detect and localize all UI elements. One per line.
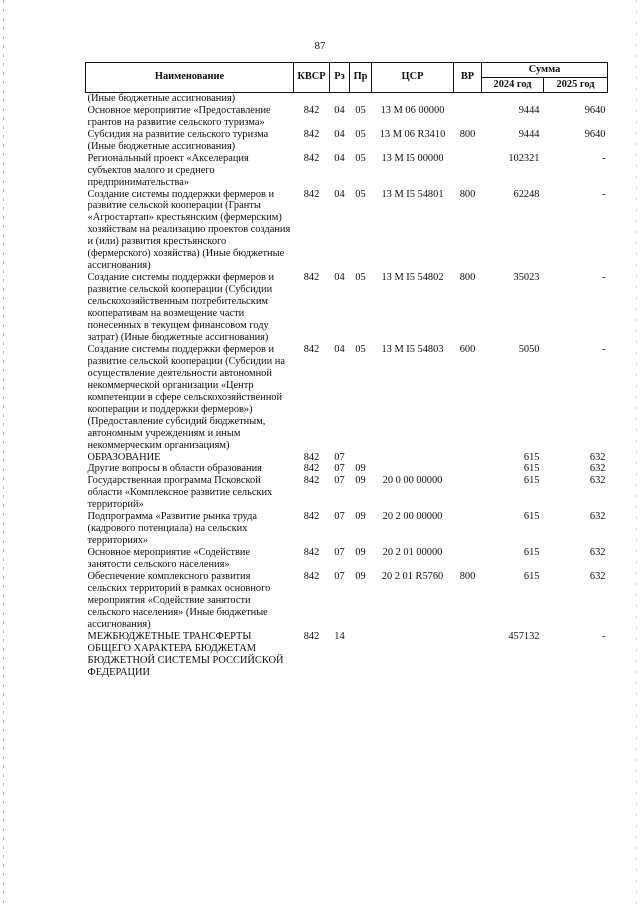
row-sum-2025: 632 (589, 547, 606, 559)
header-vr: ВР (454, 63, 482, 93)
row-csr (372, 463, 454, 475)
row-pr: 09 (355, 511, 366, 523)
row-sum-2025: 632 (589, 571, 606, 583)
row-name: (Иные бюджетные ассигнования) (87, 92, 236, 104)
row-name: Основное мероприятие «Содействие занятости сельского населения» (87, 547, 251, 571)
row-rz: 04 (334, 128, 345, 140)
row-sum-2024: 615 (523, 463, 540, 475)
row-name: ОБРАЗОВАНИЕ (87, 451, 161, 463)
row-csr: 13 М I5 54803 (381, 343, 444, 355)
row-pr: 09 (355, 547, 366, 559)
table-row (86, 631, 608, 679)
row-rz: 07 (334, 571, 345, 583)
row-sum-2024: 35023 (513, 272, 540, 284)
row-kvsr: 842 (303, 188, 320, 200)
row-kvsr: 842 (303, 104, 320, 116)
row-sum-2024: 615 (523, 547, 540, 559)
row-pr: 05 (355, 152, 366, 164)
row-vr (454, 105, 482, 129)
table-row (86, 189, 608, 273)
row-vr: 800 (459, 272, 476, 284)
row-kvsr: 842 (303, 571, 320, 583)
table-row (86, 511, 608, 547)
row-csr: 13 М 06 00000 (380, 104, 445, 116)
row-name: Подпрограмма «Развитие рынка труда (кадрового потенциала) на сельских территориях» (87, 511, 257, 547)
row-kvsr: 842 (303, 128, 320, 140)
row-vr (454, 631, 482, 679)
row-sum-2025: - (602, 630, 606, 642)
row-kvsr: 842 (303, 630, 320, 642)
row-name: Субсидия на развитие сельского туризма (Иные бюджетные ассигнования) (87, 128, 269, 152)
row-rz: 07 (334, 451, 345, 463)
table-row (86, 475, 608, 511)
row-name: Создание системы поддержки фермеров и развитие сельской кооперации (Субсидии на осуществление деятельности автономной некоммерческой организации «Центр компетенции в сфере сельскохозяйственной кооперации и поддержки фермеров») (Предоставление субсидий бюджетным, автономным учреждениям и иным некоммерческим организациям) (87, 343, 285, 451)
row-name: Создание системы поддержки фермеров и развитие сельской кооперации (Гранты «Агростартап» крестьянским (фермерским) хозяйствам на реализацию проектов создания и (или) развития крестьянского (фермерского) хозяйства) (Иные бюджетные ассигнования) (87, 188, 291, 272)
row-vr: 800 (459, 188, 476, 200)
table-body (86, 92, 608, 678)
row-sum-2024: 615 (523, 571, 540, 583)
row-sum-2025 (544, 92, 608, 104)
row-sum-2025: 632 (589, 451, 606, 463)
row-rz: 07 (334, 475, 345, 487)
row-csr: 13 М 06 R3410 (379, 128, 446, 140)
row-kvsr: 842 (303, 475, 320, 487)
row-kvsr (294, 92, 330, 104)
row-pr: 09 (355, 463, 366, 475)
row-name: Создание системы поддержки фермеров и развитие сельской кооперации (Субсидии сельскохозяйственным потребительским кооперативам на возмещение части понесенных в текущем финансовом году затрат) (Иные бюджетные ассигнования) (87, 272, 275, 343)
row-pr (350, 452, 372, 464)
table-row (86, 272, 608, 344)
row-pr: 05 (355, 188, 366, 200)
row-vr: 800 (459, 571, 476, 583)
scan-edge-right (636, 0, 637, 905)
row-vr (454, 153, 482, 189)
row-sum-2025: 9640 (584, 128, 606, 140)
table-row (86, 463, 608, 475)
budget-table (85, 62, 608, 679)
row-vr (454, 475, 482, 511)
row-name: Основное мероприятие «Предоставление грантов на развитие сельского туризма» (87, 104, 271, 128)
row-sum-2024: 615 (523, 511, 540, 523)
row-kvsr: 842 (303, 152, 320, 164)
row-rz: 07 (334, 463, 345, 475)
row-kvsr: 842 (303, 463, 320, 475)
row-pr: 09 (355, 571, 366, 583)
row-vr: 600 (459, 343, 476, 355)
header-year-2024: 2024 год (482, 77, 544, 92)
row-rz: 07 (334, 511, 345, 523)
row-sum-2024: 615 (523, 475, 540, 487)
row-sum-2024: 457132 (508, 630, 540, 642)
row-kvsr: 842 (303, 511, 320, 523)
row-vr: 800 (459, 128, 476, 140)
row-sum-2024: 5050 (518, 343, 540, 355)
row-csr: 20 0 00 00000 (382, 475, 443, 487)
row-rz: 14 (334, 630, 345, 642)
row-csr (372, 631, 454, 679)
page-number: 87 (314, 40, 326, 52)
header-year-2025: 2025 год (544, 77, 608, 92)
row-csr: 13 М I5 54801 (381, 188, 444, 200)
row-pr (350, 92, 372, 104)
row-name: Государственная программа Псковской области «Комплексное развитие сельских территорий» (87, 475, 273, 511)
row-name: Обеспечение комплексного развития сельских территорий в рамках основного мероприятия «Содействие занятости сельского населения» (Иные бюджетные ассигнования) (87, 571, 271, 630)
row-vr (454, 452, 482, 464)
row-pr: 09 (355, 475, 366, 487)
row-kvsr: 842 (303, 547, 320, 559)
row-csr: 20 2 01 00000 (382, 547, 443, 559)
row-sum-2025: - (602, 152, 606, 164)
row-rz: 04 (334, 188, 345, 200)
row-vr (454, 547, 482, 571)
header-sum: Сумма (482, 63, 608, 78)
row-rz: 04 (334, 272, 345, 284)
row-sum-2025: - (602, 272, 606, 284)
row-name: Региональный проект «Акселерация субъектов малого и среднего предпринимательства» (87, 152, 249, 188)
row-rz: 04 (334, 104, 345, 116)
row-csr: 13 М I5 00000 (381, 152, 444, 164)
table-row (86, 105, 608, 129)
row-rz: 07 (334, 547, 345, 559)
row-sum-2024: 102321 (508, 152, 540, 164)
table-row (86, 344, 608, 452)
row-sum-2024: 9444 (518, 128, 540, 140)
row-vr (454, 511, 482, 547)
row-sum-2025: - (602, 343, 606, 355)
row-sum-2024: 9444 (518, 104, 540, 116)
table-row (86, 452, 608, 464)
row-pr: 05 (355, 104, 366, 116)
row-pr: 05 (355, 272, 366, 284)
row-sum-2025: 632 (589, 463, 606, 475)
row-sum-2024: 62248 (513, 188, 540, 200)
row-sum-2025: 632 (589, 475, 606, 487)
row-pr (350, 631, 372, 679)
header-rz: Рз (330, 63, 350, 93)
table-row (86, 153, 608, 189)
row-rz (330, 92, 350, 104)
row-rz: 04 (334, 152, 345, 164)
row-sum-2024: 615 (523, 451, 540, 463)
row-name: МЕЖБЮДЖЕТНЫЕ ТРАНСФЕРТЫ ОБЩЕГО ХАРАКТЕРА БЮДЖЕТАМ БЮДЖЕТНОЙ СИСТЕМЫ РОССИЙСКОЙ ФЕДЕРАЦИИ (87, 630, 284, 678)
table-row (86, 129, 608, 153)
row-sum-2025: 9640 (584, 104, 606, 116)
row-csr (372, 452, 454, 464)
header-name: Наименование (86, 63, 294, 93)
row-csr: 20 2 00 00000 (382, 511, 443, 523)
row-csr: 20 2 01 R5760 (381, 571, 444, 583)
header-pr: Пр (350, 63, 372, 93)
row-rz: 04 (334, 343, 345, 355)
row-vr (454, 92, 482, 104)
table-header (86, 63, 608, 93)
table-row (86, 571, 608, 631)
header-kvsr: КВСР (294, 63, 330, 93)
row-kvsr: 842 (303, 451, 320, 463)
row-pr: 05 (355, 343, 366, 355)
row-sum-2025: 632 (589, 511, 606, 523)
header-csr: ЦСР (372, 63, 454, 93)
table-row (86, 547, 608, 571)
scan-edge-left (3, 0, 4, 905)
row-csr: 13 М I5 54802 (381, 272, 444, 284)
row-kvsr: 842 (303, 343, 320, 355)
row-sum-2024 (482, 92, 544, 104)
row-kvsr: 842 (303, 272, 320, 284)
row-pr: 05 (355, 128, 366, 140)
row-csr (372, 92, 454, 104)
row-vr (454, 463, 482, 475)
table-row (86, 92, 608, 104)
row-sum-2025: - (602, 188, 606, 200)
row-name: Другие вопросы в области образования (87, 463, 262, 475)
